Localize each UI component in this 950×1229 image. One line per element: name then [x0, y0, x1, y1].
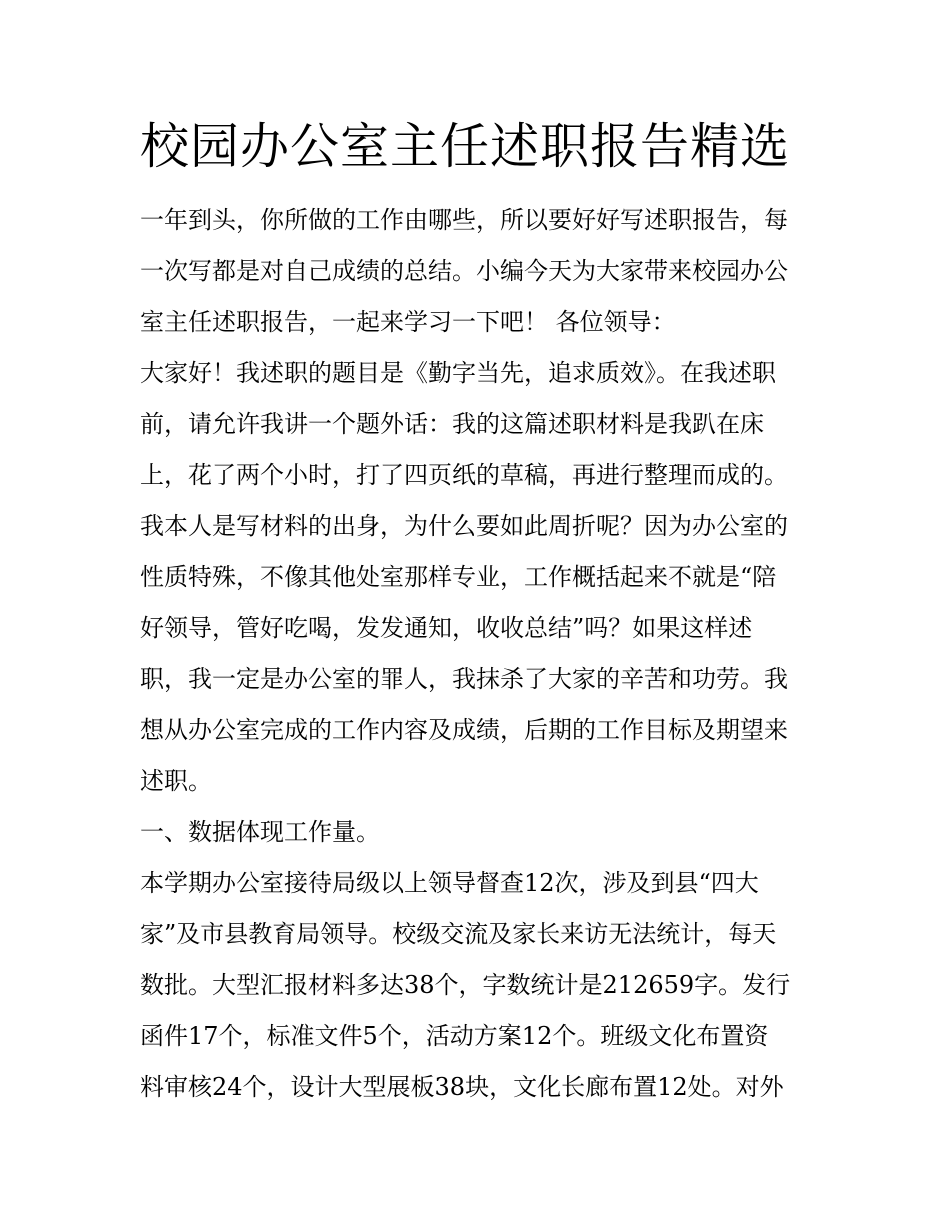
body-line: 一次写都是对自己成绩的总结。小编今天为大家带来校园办公	[140, 257, 788, 285]
body-line: 我本人是写材料的出身，为什么要如此周折呢？因为办公室的	[140, 512, 788, 540]
body-line: 性质特殊，不像其他处室那样专业，工作概括起来不就是“陪	[140, 563, 777, 591]
body-line: 一年到头，你所做的工作由哪些，所以要好好写述职报告，每	[140, 206, 788, 234]
body-line: 数批。大型汇报材料多达38个，字数统计是212659字。发行	[140, 971, 791, 999]
body-line: 本学期办公室接待局级以上领导督查12次，涉及到县“四大	[140, 869, 759, 897]
body-line: 料审核24个，设计大型展板38块，文化长廊布置12处。对外	[140, 1073, 784, 1101]
body-line: 家”及市县教育局领导。校级交流及家长来访无法统计，每天	[140, 920, 777, 948]
section-heading: 一、数据体现工作量。	[140, 818, 380, 846]
body-line: 上，花了两个小时，打了四页纸的草稿，再进行整理而成的。	[140, 461, 788, 489]
document-title: 校园办公室主任述职报告精选	[140, 118, 791, 175]
body-line: 大家好！我述职的题目是《勤字当先，追求质效》。在我述职	[140, 359, 776, 387]
body-line: 函件17个，标准文件5个，活动方案12个。班级文化布置资	[140, 1022, 769, 1050]
body-line: 前，请允许我讲一个题外话：我的这篇述职材料是我趴在床	[140, 410, 764, 438]
body-line: 职，我一定是办公室的罪人，我抹杀了大家的辛苦和功劳。我	[140, 665, 788, 693]
body-line: 想从办公室完成的工作内容及成绩，后期的工作目标及期望来	[140, 716, 788, 744]
body-line: 室主任述职报告，一起来学习一下吧！ 各位领导：	[140, 308, 676, 336]
body-line: 述职。	[140, 767, 212, 795]
body-line: 好领导，管好吃喝，发发通知，收收总结”吗？如果这样述	[140, 614, 753, 642]
